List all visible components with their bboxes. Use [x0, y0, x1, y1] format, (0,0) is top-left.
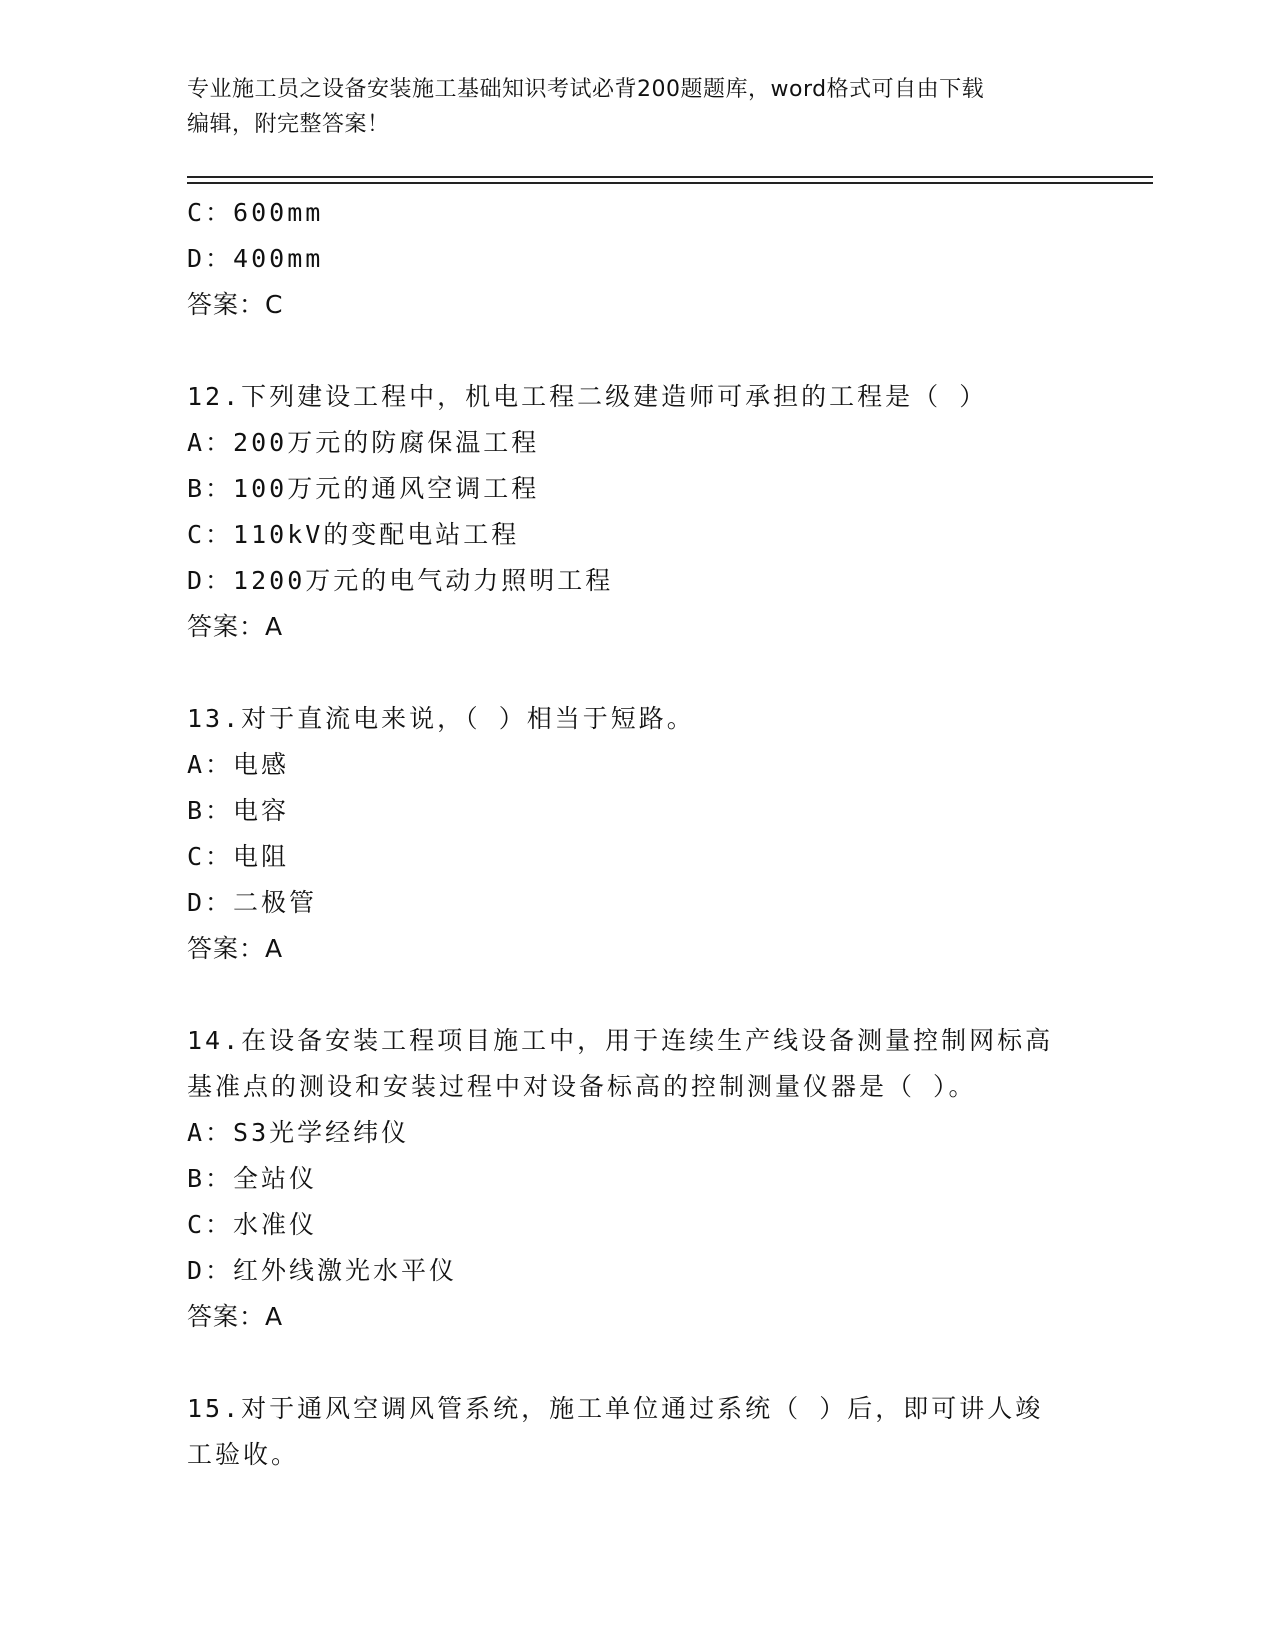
- option-c: C：110kV的变配电站工程: [187, 520, 520, 549]
- header-divider-top: [187, 176, 1153, 178]
- question-13: [187, 696, 1087, 972]
- option-d: D：二极管: [187, 888, 318, 917]
- question-text-line2: 工验收。: [187, 1440, 300, 1469]
- header-divider-bottom: [187, 182, 1153, 184]
- answer-label: 答案：A: [187, 1302, 284, 1331]
- question-text: 13.对于直流电来说，（ ）相当于短路。: [187, 704, 695, 733]
- answer-label: 答案：A: [187, 612, 284, 641]
- document-header: [187, 72, 1087, 142]
- question-text: 12.下列建设工程中，机电工程二级建造师可承担的工程是（ ）: [187, 382, 988, 411]
- header-title-line1: 专业施工员之设备安装施工基础知识考试必背200题题库，word格式可自由下载: [187, 77, 985, 102]
- option-d: D：400mm: [187, 244, 324, 273]
- option-b: B：电容: [187, 796, 290, 825]
- question-list: [187, 190, 1087, 1478]
- option-c: C：电阻: [187, 842, 290, 871]
- answer-label: 答案：A: [187, 934, 284, 963]
- option-b: B：全站仪: [187, 1164, 318, 1193]
- question-text-line1: 15.对于通风空调风管系统，施工单位通过系统（ ）后，即可讲人竣: [187, 1394, 1044, 1423]
- option-d: D：1200万元的电气动力照明工程: [187, 566, 614, 595]
- option-d: D：红外线激光水平仪: [187, 1256, 458, 1285]
- question-text-line1: 14.在设备安装工程项目施工中，用于连续生产线设备测量控制网标高: [187, 1026, 1054, 1055]
- question-text-line2: 基准点的测设和安装过程中对设备标高的控制测量仪器是（ ）。: [187, 1072, 977, 1101]
- option-a: A：200万元的防腐保温工程: [187, 428, 540, 457]
- option-c: C：水准仪: [187, 1210, 318, 1239]
- option-a: A：S3光学经纬仪: [187, 1118, 410, 1147]
- option-b: B：100万元的通风空调工程: [187, 474, 540, 503]
- answer-label: 答案：C: [187, 290, 284, 319]
- option-c: C：600mm: [187, 198, 324, 227]
- question-14: [187, 1018, 1087, 1340]
- header-title-line2: 编辑，附完整答案！: [187, 112, 390, 137]
- option-a: A：电感: [187, 750, 290, 779]
- question-12: [187, 374, 1087, 650]
- carryover-question: [187, 190, 1087, 328]
- question-15: [187, 1386, 1087, 1478]
